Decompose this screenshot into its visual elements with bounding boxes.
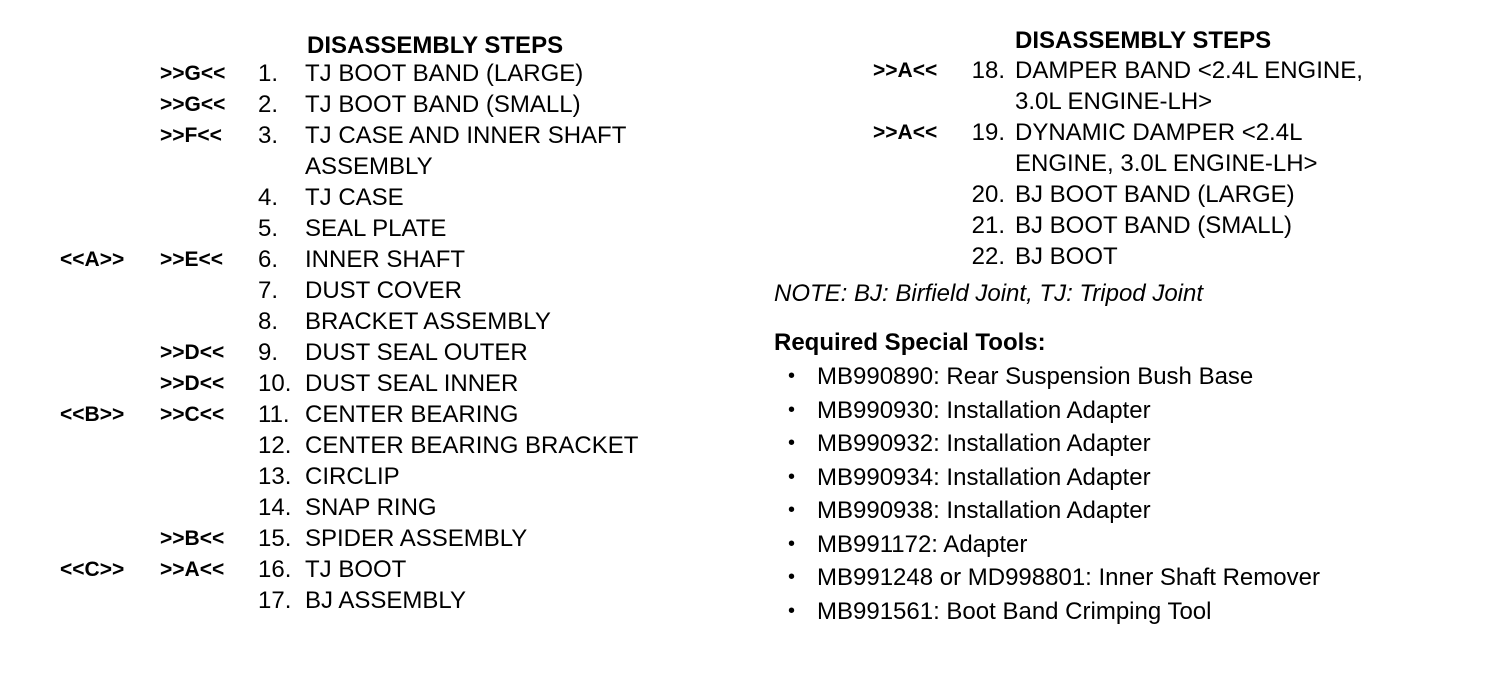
- step-number: 5.: [258, 215, 279, 242]
- step-number: 2.: [258, 91, 279, 118]
- step-number: 13.: [258, 463, 292, 490]
- bullet-icon: •: [788, 432, 796, 454]
- left-heading: DISASSEMBLY STEPS: [307, 32, 564, 59]
- step-text: SPIDER ASSEMBLY: [305, 525, 528, 552]
- tool-item: [774, 561, 1320, 595]
- step-number: 4.: [258, 184, 279, 211]
- step-ref-a: <<A>>: [60, 248, 125, 271]
- step-ref-b: >>C<<: [160, 403, 225, 426]
- tool-item: [774, 427, 1320, 461]
- tool-item: [774, 528, 1320, 562]
- step-text: CENTER BEARING: [305, 401, 519, 428]
- step-text: TJ BOOT BAND (LARGE): [305, 60, 584, 87]
- step-ref-a: <<C>>: [60, 558, 125, 581]
- tool-text: MB991561: Boot Band Crimping Tool: [817, 597, 1212, 625]
- step-number: 22.: [971, 243, 1005, 270]
- step-number: 15.: [258, 525, 292, 552]
- step-number: 17.: [258, 587, 292, 614]
- step-ref-a: <<B>>: [60, 403, 125, 426]
- step-text: TJ BOOT: [305, 556, 407, 583]
- tool-text: MB990930: Installation Adapter: [817, 396, 1151, 424]
- step-text: DUST SEAL OUTER: [305, 339, 528, 366]
- step-text: INNER SHAFT: [305, 246, 466, 273]
- step-text: TJ CASE: [305, 184, 404, 211]
- step-ref-b: >>G<<: [160, 62, 226, 85]
- step-number: 20.: [971, 181, 1005, 208]
- tool-item: [774, 394, 1320, 428]
- step-text: SNAP RING: [305, 494, 437, 521]
- tool-text: MB991172: Adapter: [817, 530, 1028, 558]
- step-text: CIRCLIP: [305, 463, 400, 490]
- step-text: BJ BOOT: [1015, 243, 1118, 270]
- step-number: 1.: [258, 60, 279, 87]
- bullet-icon: •: [788, 365, 796, 387]
- step-number: 12.: [258, 432, 292, 459]
- tool-text: MB990934: Installation Adapter: [817, 463, 1151, 491]
- step-text: DUST COVER: [305, 277, 462, 304]
- step-number: 10.: [258, 370, 292, 397]
- bullet-icon: •: [788, 532, 796, 555]
- step-text: BJ BOOT BAND (SMALL): [1015, 212, 1292, 239]
- step-number: 18.: [971, 57, 1005, 84]
- tool-text: MB990932: Installation Adapter: [817, 430, 1151, 457]
- bullet-icon: •: [788, 566, 796, 588]
- step-ref-b: >>B<<: [160, 527, 225, 550]
- bullet-icon: •: [788, 465, 796, 488]
- step-ref-b: >>D<<: [160, 372, 225, 395]
- tool-item: [774, 461, 1320, 495]
- step-number: 9.: [258, 339, 279, 366]
- step-ref-b: >>E<<: [160, 248, 224, 271]
- step-text: 3.0L ENGINE-LH>: [1015, 88, 1213, 115]
- step-ref-b: >>G<<: [160, 93, 226, 116]
- step-number: 16.: [258, 556, 292, 583]
- step-text: DAMPER BAND <2.4L ENGINE,: [1015, 57, 1363, 84]
- step-text: CENTER BEARING BRACKET: [305, 432, 639, 459]
- step-number: 6.: [258, 246, 279, 273]
- step-number: 8.: [258, 308, 279, 335]
- step-number: 14.: [258, 494, 292, 521]
- step-text: BJ BOOT BAND (LARGE): [1015, 181, 1295, 208]
- step-text: SEAL PLATE: [305, 215, 447, 242]
- step-text: ASSEMBLY: [305, 153, 433, 180]
- tool-item: [774, 494, 1320, 528]
- step-ref-b: >>D<<: [160, 341, 225, 364]
- step-text: ENGINE, 3.0L ENGINE-LH>: [1015, 150, 1318, 177]
- bullet-icon: •: [788, 599, 796, 622]
- step-number: 19.: [971, 119, 1005, 146]
- step-number: 7.: [258, 277, 279, 304]
- tool-item: [774, 360, 1320, 394]
- step-text: DYNAMIC DAMPER <2.4L: [1015, 119, 1303, 146]
- tool-text: MB990890: Rear Suspension Bush Base: [817, 363, 1254, 390]
- step-text: TJ BOOT BAND (SMALL): [305, 91, 581, 118]
- step-text: BJ ASSEMBLY: [305, 587, 466, 614]
- bullet-icon: •: [788, 499, 796, 521]
- step-number: 11.: [258, 401, 290, 428]
- step-number: 3.: [258, 122, 279, 149]
- tool-text: MB990938: Installation Adapter: [817, 497, 1151, 524]
- bullet-icon: •: [788, 398, 796, 421]
- tools-list: [774, 360, 1320, 628]
- step-ref-b: >>A<<: [873, 59, 938, 82]
- note: NOTE: BJ: Birfield Joint, TJ: Tripod Joint: [774, 280, 1204, 307]
- step-ref-b: >>A<<: [873, 121, 938, 144]
- tool-item: [774, 595, 1320, 629]
- step-text: TJ CASE AND INNER SHAFT: [305, 122, 627, 149]
- tools-heading: Required Special Tools:: [774, 329, 1046, 356]
- right-heading: DISASSEMBLY STEPS: [1015, 27, 1272, 54]
- step-ref-b: >>F<<: [160, 124, 222, 147]
- step-number: 21.: [971, 212, 1005, 239]
- tool-text: MB991248 or MD998801: Inner Shaft Remover: [817, 564, 1320, 591]
- step-text: DUST SEAL INNER: [305, 370, 519, 397]
- step-ref-b: >>A<<: [160, 558, 225, 581]
- step-text: BRACKET ASSEMBLY: [305, 308, 551, 335]
